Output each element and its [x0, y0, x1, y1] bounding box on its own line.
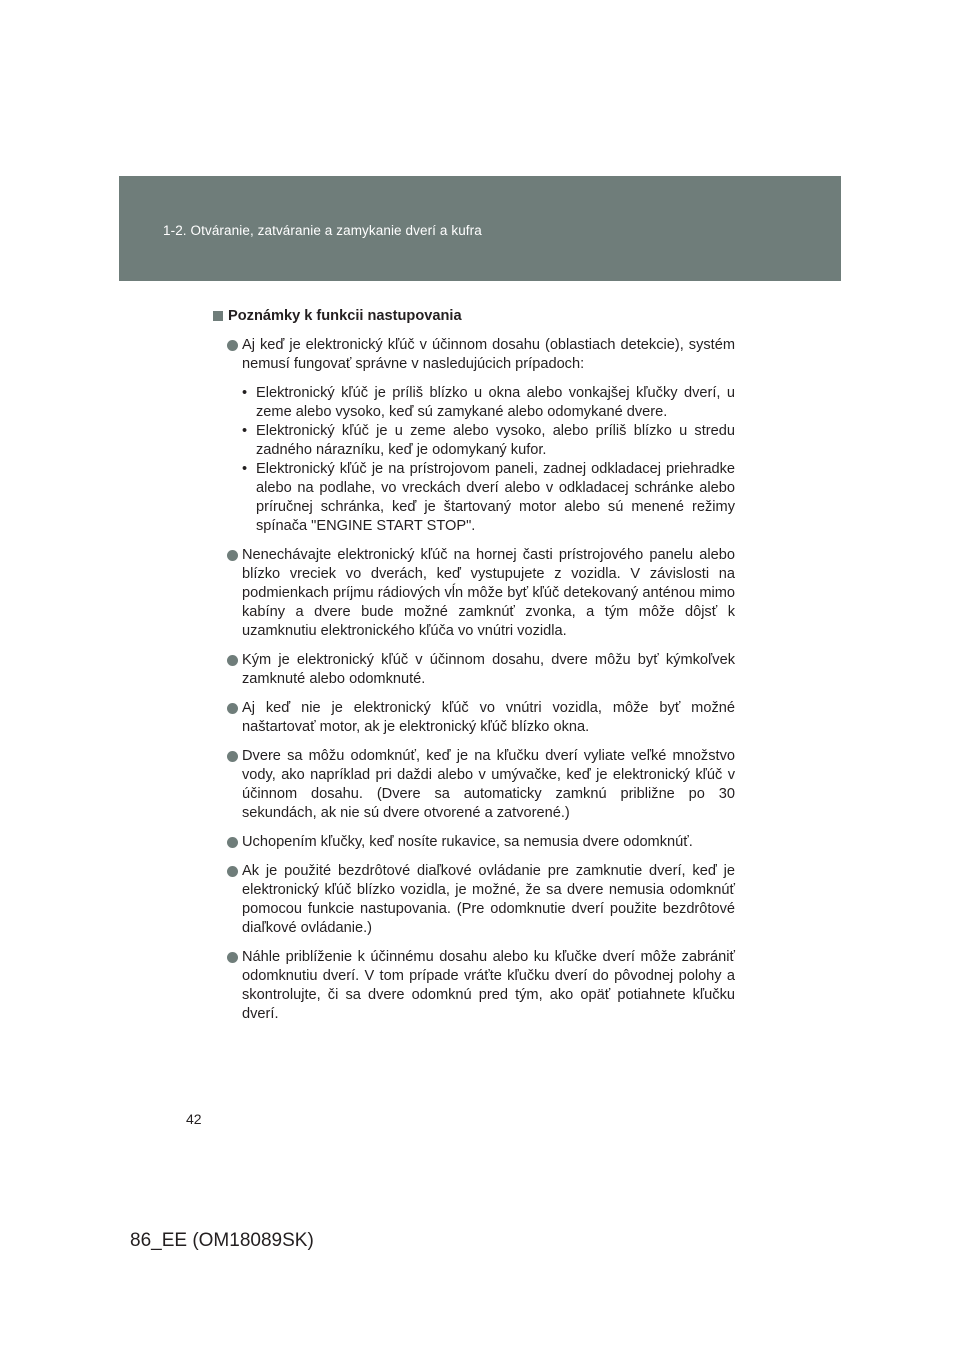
- sub-list: [242, 384, 735, 536]
- page-number: 42: [186, 1111, 202, 1127]
- circle-bullet-icon: [227, 655, 238, 666]
- sub-list-item-text: Elektronický kľúč je na prístrojovom paneli, zadnej odkladacej priehradke alebo na podlahe, vo vreckách dverí alebo v odkladacej schránke alebo príručnej schránka, keď je štartovaný motor alebo sú menené režimy spínača "ENGINE START STOP".: [256, 461, 735, 534]
- section-heading: [212, 307, 735, 326]
- list-item-text: Ak je použité bezdrôtové diaľkové ovládanie pre zamknutie dverí, keď je elektronický kľúč blízko vozidla, je možné, že sa dvere nemusia odomknúť pomocou funkcie nastupovania. (Pre odomknutie dverí použite bezdrôtové diaľkové ovládanie.): [242, 863, 735, 936]
- sub-list-item-text: Elektronický kľúč je príliš blízko u okna alebo vonkajšej kľučky dverí, u zeme alebo vysoko, keď sú zamykané alebo odomykané dvere.: [256, 385, 735, 420]
- list-item: [212, 833, 735, 852]
- list-item-text: Kým je elektronický kľúč v účinnom dosahu, dvere môžu byť kýmkoľvek zamknuté alebo odomknuté.: [242, 652, 735, 687]
- list-item-text: Uchopením kľučky, keď nosíte rukavice, sa nemusia dvere odomknúť.: [242, 834, 693, 850]
- page-content: [212, 307, 735, 1034]
- dot-bullet-icon: •: [242, 385, 248, 401]
- circle-bullet-icon: [227, 952, 238, 963]
- list-item-text: Náhle priblíženie k účinnému dosahu alebo ku kľučke dverí môže zabrániť odomknutiu dverí. V tom prípade vráťte kľučku dverí do pôvodnej polohy a skontrolujte, či sa dvere odomknú pred tým, ako opäť potiahnete kľučku dverí.: [242, 949, 735, 1022]
- section-header-title: 1-2. Otváranie, zatváranie a zamykanie dverí a kufra: [163, 223, 482, 238]
- circle-bullet-icon: [227, 550, 238, 561]
- list-item: [212, 747, 735, 823]
- circle-bullet-icon: [227, 866, 238, 877]
- list-item: [212, 651, 735, 689]
- sub-list-item-text: Elektronický kľúč je u zeme alebo vysoko, alebo príliš blízko u stredu zadného nárazníku, keď je odomykaný kufor.: [256, 423, 735, 458]
- dot-bullet-icon: •: [242, 423, 248, 439]
- square-bullet-icon: [213, 311, 223, 321]
- list-item-text: Dvere sa môžu odomknúť, keď je na kľučku dverí vyliate veľké množstvo vody, ako napríklad pri daždi alebo v umývačke, keď je elektronický kľúč v účinnom dosahu. (Dvere sa automaticky zamknú približne po 30 sekundách, ak nie sú dvere otvorené a zatvorené.): [242, 748, 735, 821]
- list-item: [212, 948, 735, 1024]
- list-item-text: Aj keď je elektronický kľúč v účinnom dosahu (oblastiach detekcie), systém nemusí fungovať správne v nasledujúcich prípadoch:: [242, 337, 735, 372]
- document-code: 86_EE (OM18089SK): [130, 1230, 314, 1251]
- list-item: [212, 862, 735, 938]
- list-item-text: Aj keď nie je elektronický kľúč vo vnútri vozidla, môže byť možné naštartovať motor, ak je elektronický kľúč blízko okna.: [242, 700, 735, 735]
- list-item: [212, 336, 735, 536]
- circle-bullet-icon: [227, 340, 238, 351]
- circle-bullet-icon: [227, 751, 238, 762]
- sub-list-item: [242, 384, 735, 422]
- circle-bullet-icon: [227, 837, 238, 848]
- header-band: [119, 176, 841, 281]
- sub-list-item: [242, 422, 735, 460]
- list-item: [212, 699, 735, 737]
- list-item-text: Nenechávajte elektronický kľúč na hornej časti prístrojového panelu alebo blízko vreciek vo dverách, keď vystupujete z vozidla. V závislosti na podmienkach príjmu rádiových vĺn môže byť kľúč detekovaný anténou mimo kabíny a dvere bude možné zamknúť zvonka, a tým môže dôjsť k uzamknutiu elektronického kľúča vo vnútri vozidla.: [242, 547, 735, 639]
- list-item: [212, 546, 735, 641]
- dot-bullet-icon: •: [242, 461, 248, 477]
- sub-list-item: [242, 460, 735, 536]
- section-heading-text: Poznámky k funkcii nastupovania: [228, 308, 462, 324]
- circle-bullet-icon: [227, 703, 238, 714]
